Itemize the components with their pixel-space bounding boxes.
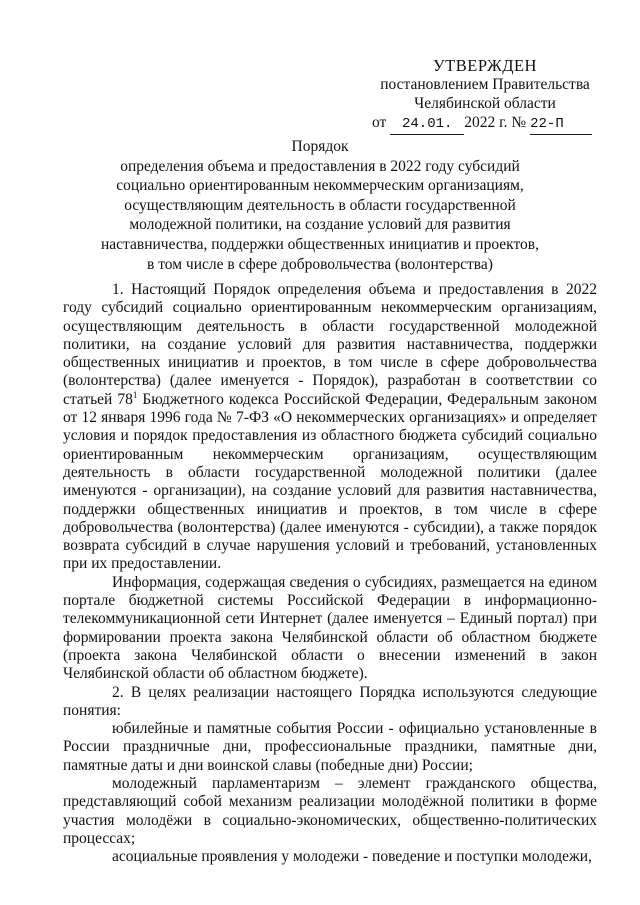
paragraph-5: молодежный парламентаризм – элемент гражданского общества, представляющий собой механизм реализации молодёжной политики в форме участия молодёжи в социально-экономических, общественно-политических процессах; [63,775,597,847]
document-heading [70,137,570,274]
paragraph-2: Информация, содержащая сведения о субсидиях, размещается на едином портале бюджетной системы Российской Федерации в информационно-телекоммуникационной сети Интернет (далее именуется – Единый портал) при формировании проекта закона Челябинской области об областном бюджете (проекта закона Челябинской области о внесении изменений в закон Челябинской области об областном бюджете). [63,573,597,683]
heading-line: осуществляющим деятельность в области государственной [124,196,516,214]
approval-line-1: постановлением Правительства [380,76,590,93]
heading-title: Порядок [291,138,349,155]
approval-title: УТВЕРЖДЕН [433,56,537,75]
approval-from-label: от [372,114,387,131]
paragraph-3: 2. В целях реализации настоящего Порядка используются следующие понятия: [63,683,597,719]
approval-stamp [370,56,600,135]
approval-line-2: Челябинской области [414,95,556,112]
heading-line: наставничества, поддержки общественных инициатив и проектов, [101,235,539,253]
paragraph-1 [63,281,597,574]
approval-year-label: 2022 г. № [464,114,527,131]
approval-date-line [370,113,600,135]
paragraph-1-part-a: 1. Настоящий Порядок определения объема и предоставления в 2022 году субсидий социально ориентированным некоммерческим организациям, осуществляющим деятельность в области государственной молодежной политики, на создание условий для развития наставничества, поддержки общественных инициатив и проектов, в том числе в сфере добровольчества (волонтерства) (далее именуется - Порядок), разработан в соответствии со статьей 78 [63,281,597,408]
document-body [63,281,597,867]
paragraph-4: юбилейные и памятные события России - официально установленные в России праздничные дни, профессиональные праздники, памятные дни, памятные даты и дни воинской славы (победные дни) России; [63,720,597,774]
paragraph-1-part-b: Бюджетного кодекса Российской Федерации, Федеральным законом от 12 января 1996 года № 7-ФЗ «О некоммерческих организациях» и определяет условия и порядок предоставления из областного бюджета субсидий социально ориентированным некоммерческим организациям, осуществляющим деятельность в области государственной молодежной политики (далее именуются - организации), на создание условий для развития наставничества, поддержки общественных инициатив и проектов, в том числе в сфере добровольчества (волонтерства) (далее именуются - субсидии), а также порядок возврата субсидий в случае нарушения условий и требований, установленных при их предоставлении. [63,390,598,573]
heading-line: социально ориентированным некоммерческим организациям, [116,177,524,195]
heading-line: определения объема и предоставления в 2022 году субсидий [120,157,520,175]
article-superscript: 1 [132,389,138,400]
paragraph-6: асоциальные проявления у молодежи - поведение и поступки молодежи, [112,848,592,866]
approval-date-field: 24.01. [390,115,464,135]
heading-line: в том числе в сфере добровольчества (волонтерства) [147,255,493,273]
approval-number-field: 22-П [530,115,592,135]
heading-line: молодежной политики, на создание условий для развития [129,216,511,234]
